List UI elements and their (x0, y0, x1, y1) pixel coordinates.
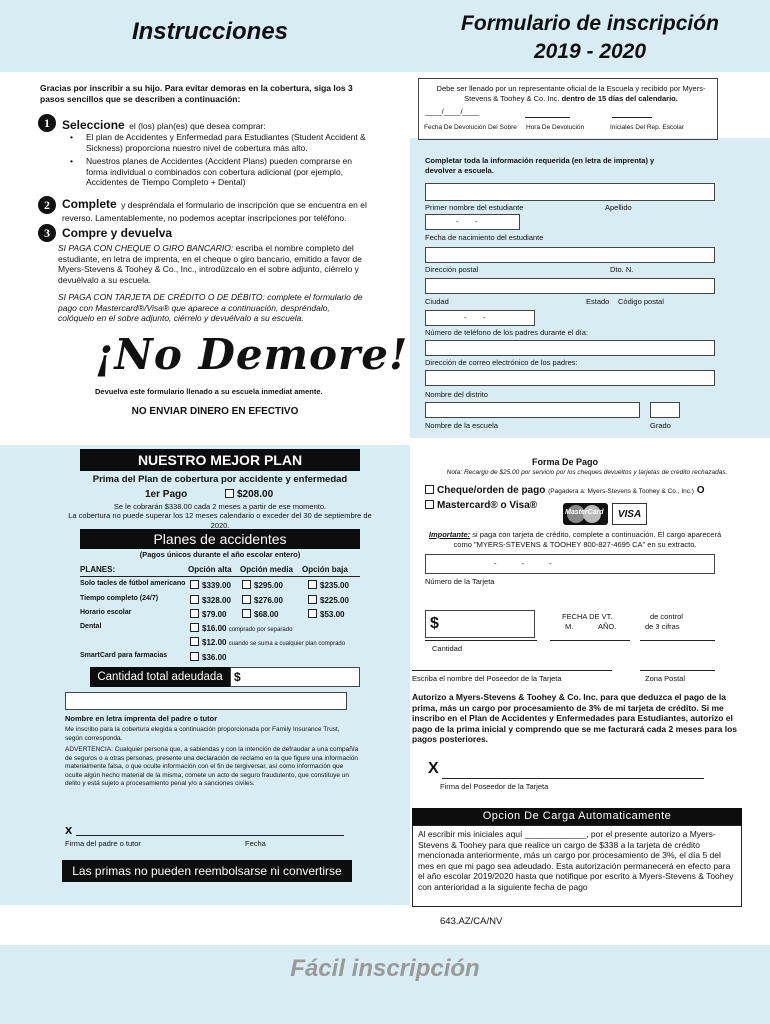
best-plan-checkbox[interactable] (225, 489, 234, 498)
parent-signature-line[interactable] (76, 835, 344, 836)
parent-date-label: Fecha (245, 839, 266, 848)
card-checkbox[interactable] (425, 500, 434, 509)
authorize-text: Autorizo a Myers-Stevens & Toohey & Co. Inc. para que deduzca el pago de la prima, más un cargo por procesamiento de 3% de mi tarjeta de crédito. Si me inscribo en el Plan de Accidentes y Enfermedades para Estudiantes, autorizo el pago de la prima inicial y comprendo que se me facturará cada 2 meses para los pagos posteriores. (412, 692, 738, 744)
email-field[interactable] (425, 340, 715, 356)
right-title-1: Formulario de inscripción (461, 12, 719, 35)
best-plan-note-1: Se le cobrarán $338.00 cada 2 meses a partir de ese momento. (113, 502, 327, 511)
email-label: Dirección de correo electrónico de los padres: (425, 358, 578, 367)
amount-label: Cantidad (432, 644, 463, 653)
card-signature-line[interactable] (442, 778, 704, 779)
dob-label: Fecha de nacimiento del estudiante (425, 233, 544, 242)
expiry-month-label: M. (565, 622, 574, 631)
address-label: Dirección postal (425, 265, 479, 274)
office-box-date-slots[interactable]: ____/____/____ (425, 107, 480, 116)
student-name-field[interactable] (425, 183, 715, 201)
phone-label: Número de teléfono de los padres durante el día: (425, 328, 589, 337)
no-demore-headline: ¡No Demore! (95, 330, 409, 379)
expiry-label: FECHA DE VT. (562, 612, 613, 621)
card-signature-x: X (428, 760, 439, 777)
form-code: 643.AZ/CA/NV (440, 916, 503, 927)
state-label: Estado (586, 297, 610, 306)
plans-header-row: PLANES: Opción alta Opción media Opción baja (80, 563, 360, 577)
grade-label: Grado (650, 421, 671, 430)
step-3-check-text: SI PAGA CON CHEQUE O GIRO BANCARIO: escriba el nombre completo del estudiante, en letra de imprenta, en el cheque o giro bancario, emitido a favor de Myers-Stevens & Toohey & Co., Inc., introdúzcalo en el sobre adjunto, ciérrelo y devuélvalo a su escuela. (58, 243, 362, 285)
holder-zip-label: Zona Postal (645, 674, 686, 683)
card-number-label: Número de la Tarjeta (425, 577, 495, 586)
intro-text: Gracias por inscribir a su hijo. Para evitar demoras en la cobertura, siga los 3 pasos sencillos que se describen a continuación: (40, 83, 353, 104)
cvv-line[interactable] (640, 640, 715, 641)
payment-note: Nota: Recargo de $25.00 por servicio por los cheques devueltos y tarjetas de crédito rechazadas. (446, 469, 728, 476)
check-option[interactable]: Cheque/orden de pago (Pagadera a: Myers-Stevens & Toohey & Co., Inc.) O (425, 485, 745, 496)
parent-signature-label: Firma del padre o tutor (65, 839, 141, 848)
first-name-label: Primer nombre del estudiante (425, 203, 524, 212)
step-3-heading: Compre y devuelva (62, 226, 173, 240)
right-title-2: 2019 - 2020 (533, 40, 647, 63)
no-cash-note: NO ENVIAR DINERO EN EFECTIVO (131, 406, 299, 417)
total-due-field[interactable]: $ (230, 667, 360, 687)
last-name-label: Apellido (605, 203, 632, 212)
step-1-bullet: • Nuestros planes de Accidentes (Accident Plans) pueden comprarse en forma individual o combinados con cobertura adicional (por ejemplo, Accidentes de Tiempo Completo + Dental) (58, 156, 368, 188)
address-field[interactable] (425, 247, 715, 263)
payment-title: Forma De Pago (531, 457, 598, 467)
step-1-bullet: • El plan de Accidentes y Enfermedad para Estudiantes (Student Accident & Sickness) proporciona nuestro nivel de cobertura más alto. (58, 132, 368, 153)
autopay-text: Al escribir mis iniciales aquí _____________, por el presente autorizo a Myers-Stevens & Toohey para que realice un cargo de $338 a la tarjeta de crédito mencionada anteriormente, más un cargo por procesamiento de 3%, el día 5 del mes en que mi pago sea adeudado. Esta autorización permanecerá en efecto para el año escolar 2019/2020 hasta que notifique por escrito a Myers-Stevens & Toohey con anterioridad a la siguiente fecha de pago (418, 829, 734, 892)
table-row: Solo tacles de fútbol americano $339.00 $295.00 $235.00 (80, 580, 349, 590)
district-label: Nombre del distrito (425, 390, 488, 399)
no-refund-banner: Las primas no pueden reembolsarse ni convertirse (62, 860, 352, 882)
apt-label: Dto. N. (610, 265, 634, 274)
phone-field[interactable]: - - (425, 310, 535, 326)
step-1-heading: Seleccione el (los) plan(es) que desea comprar: (62, 118, 266, 132)
city-label: Ciudad (425, 297, 449, 306)
footer-title: Fácil inscripción (290, 955, 480, 982)
office-initials-line[interactable] (612, 117, 652, 118)
check-checkbox[interactable] (425, 485, 434, 494)
important-note: Importante: si paga con tarjeta de crédito, complete a continuación. El cargo aparecerá como "MYERS-STEVENS & TOOHEY 800-827-4695 CA" en su extracto. (428, 530, 722, 549)
amount-field[interactable]: $ (425, 610, 535, 638)
fraud-warning: ADVERTENCIA: Cualquier persona que, a sabiendas y con la intención de defraudar a una compañía de seguros o a otras personas, presente una declaración de reclamo en la que figure una información materialmente falsa, o que oculte información con el fin de tergiversar, así como información que oculte algún hecho material de la misma, comete un acto de seguro fraudulento, que constituye un delito y está sujeto a procesamiento penal y/o a sanciones civiles. (65, 746, 359, 787)
zip-label: Código postal (618, 297, 664, 306)
office-time-line[interactable] (525, 117, 570, 118)
accident-plans-header: Planes de accidentes (80, 529, 360, 549)
left-title: Instrucciones (131, 18, 289, 45)
guardian-name-label: Nombre en letra imprenta del padre o tutor (65, 714, 218, 723)
holder-zip-line[interactable] (640, 670, 715, 671)
guardian-note: Me inscribo para la cobertura elegida a continuación proporcionada por Family Insurance Trust, según corresponda. (65, 726, 340, 742)
dental-row-1: Dental $16.00 comprado por separado (80, 623, 293, 633)
school-label: Nombre de la escuela (425, 421, 498, 430)
school-field[interactable] (425, 402, 640, 418)
total-due-label: Cantidad total adeudada (90, 667, 230, 687)
district-field[interactable] (425, 370, 715, 386)
complete-info-note: Completar toda la información requerida (en letra de imprenta) y devolver a escuela. (425, 156, 655, 175)
return-note: Devuelva este formulario llenado a su escuela inmediat amente. (95, 387, 323, 396)
dob-field[interactable]: - - (425, 214, 520, 230)
city-field[interactable] (425, 278, 715, 294)
holder-name-line[interactable] (412, 670, 612, 671)
step-2-heading: Complete y despréndala el formulario de inscripción que se encuentra en el reverso. Lamentablemente, no podemos aceptar inscripciones por teléfono. (62, 197, 367, 223)
step-3-icon: 3 (38, 224, 56, 242)
guardian-name-field[interactable] (65, 692, 347, 710)
amount-line (425, 640, 537, 641)
step-2-icon: 2 (38, 196, 56, 214)
office-box-text: Debe ser llenado por un representante oficial de la Escuela y recibido por Myers-Stevens & Toohey & Co. Inc. dentro de 15 días del calendario. (436, 84, 706, 103)
table-row: Horario escolar $79.00 $68.00 $53.00 (80, 609, 345, 619)
step-1-bullets (58, 132, 368, 191)
card-number-field[interactable]: - - - (425, 554, 715, 574)
best-plan-pay-option[interactable]: $208.00 (225, 489, 273, 500)
office-label-date: Fecha De Devolución Del Sobre (424, 124, 517, 131)
step-1-icon: 1 (38, 114, 56, 132)
autopay-header: Opcion De Carga Automaticamente (412, 808, 742, 825)
expiry-line[interactable] (550, 640, 630, 641)
best-plan-header: NUESTRO MEJOR PLAN (80, 449, 360, 471)
accident-plans-subtitle: (Pagos únicos durante el año escolar entero) (139, 550, 301, 559)
best-plan-title: Prima del Plan de cobertura por accidente y enfermedad (92, 474, 348, 485)
cvv-label-1: de control (650, 612, 683, 621)
card-signature-label: Firma del Poseedor de la Tarjeta (440, 782, 549, 791)
dental-row-2: $12.00 cuando se suma a cualquier plan comprado (80, 635, 360, 649)
cvv-label-2: de 3 cifras (645, 622, 680, 631)
grade-field[interactable] (650, 402, 680, 418)
card-option[interactable]: Mastercard® o Visa® (425, 500, 537, 511)
parent-signature-x: x (65, 822, 73, 837)
pharmacy-row: SmartCard para farmacias $36.00 (80, 652, 227, 662)
best-plan-pay-label: 1er Pago (145, 489, 188, 500)
best-plan-note-2: La cobertura no puede superar los 12 meses calendario o exceder del 30 de septiembre de 2020. (68, 511, 372, 530)
office-label-time: Hora De Devolución (526, 124, 585, 131)
mastercard-icon: MasterCard (563, 503, 608, 525)
step-3-card-text: SI PAGA CON TARJETA DE CRÉDITO O DE DÉBITO: complete el formulario de pago con Mastercard®/Visa® que aparece a continuación, despréndalo, colóquelo en el sobre adjunto, ciérrelo y devuélvalo a su escuela. (58, 292, 363, 323)
table-row: Tiempo completo (24/7) $328.00 $276.00 $225.00 (80, 595, 349, 605)
visa-icon: VISA (612, 503, 647, 525)
expiry-year-label: AÑO. (598, 622, 617, 631)
office-label-initials: Iniciales Del Rep. Escolar (610, 124, 685, 131)
holder-name-label: Escriba el nombre del Poseedor de la Tarjeta (412, 674, 562, 683)
